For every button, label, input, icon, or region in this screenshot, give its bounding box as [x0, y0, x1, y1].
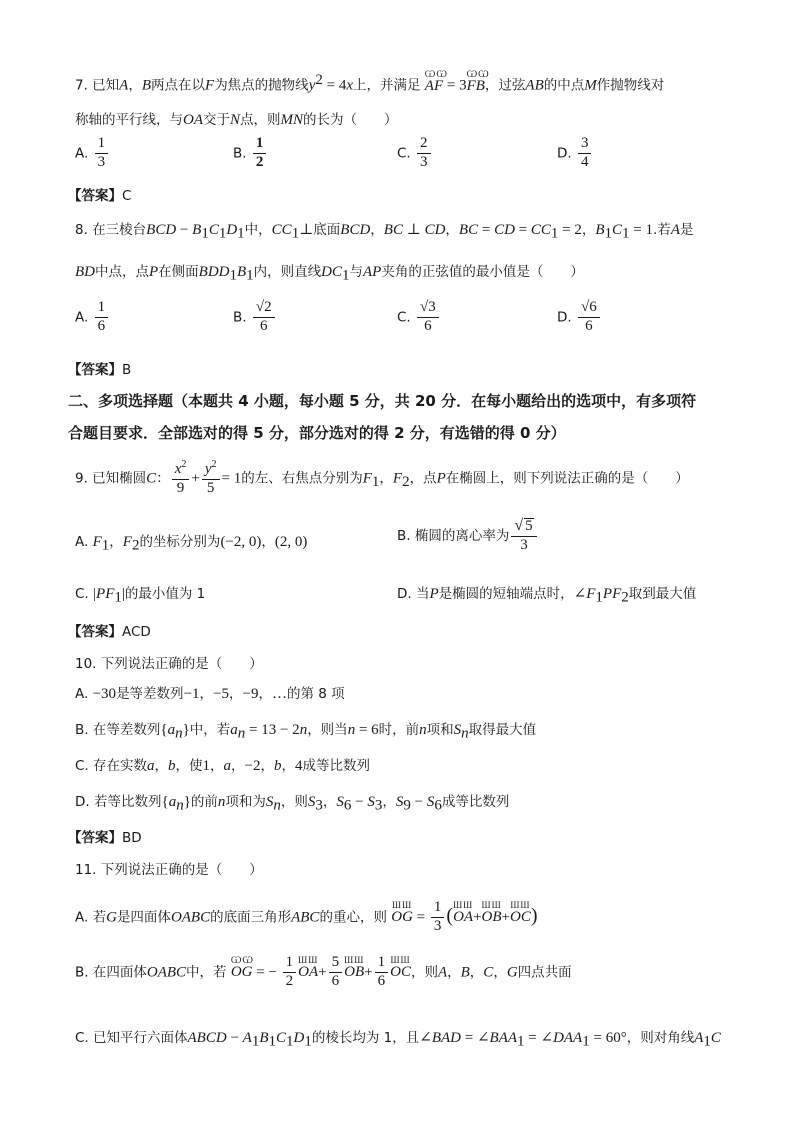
q10-text: ，则当: [307, 722, 348, 738]
q10-text: ，则: [280, 794, 308, 810]
q8-option-a: [75, 300, 110, 335]
option-label: A.: [75, 309, 89, 326]
q7-text: 的中点: [543, 77, 585, 94]
q8-text: 底面: [313, 222, 341, 238]
option-label: A.: [75, 534, 89, 550]
q7-line1: 7. 已知A，B两点在以F为焦点的抛物线$y^2 = 4x$上，并满足 ѠѠ AF = 3 ѠѠ FB，过弦AB的中点M作抛物线对: [75, 68, 665, 94]
option-label: B.: [233, 309, 247, 326]
q11-text: C. 已知平行六面体: [75, 1030, 188, 1046]
frac-num: √3: [417, 300, 439, 318]
q9-text: 的坐标分别为: [139, 534, 221, 550]
vector-ob: ШШ OB: [344, 955, 365, 981]
frac-num: 1: [95, 300, 109, 318]
q9-option-a: A. $F_1$，$F_2$的坐标分别为(−2, 0)，(2, 0): [75, 534, 308, 554]
option-label: C.: [75, 586, 89, 602]
q8-text: 是: [679, 222, 694, 238]
q11-text: 的棱长均为 1，且: [311, 1030, 420, 1046]
q7-text: 交于: [203, 112, 230, 128]
q8-text: 内，则直线: [253, 264, 322, 280]
option-label: C.: [397, 145, 411, 162]
q10-option-b: B. 在等差数列$\{a_n\}$中，若$a_n = 13 - 2n$，则当n = 6时，前n项和$S_n$取得最大值: [75, 722, 537, 742]
q8-text: 在侧面: [158, 264, 199, 280]
q10-text: D. 若等比数列: [75, 794, 162, 810]
q11-option-a: A. 若G是四面体OABC的底面三角形ABC的重心，则 ШШ OG = $\frac{1}{3}$ ( ШШ OA+ ШШ OB+ ШШ OC): [75, 899, 538, 934]
vector-ob: ШШ OB: [481, 900, 502, 926]
q7-answer: [68, 184, 131, 204]
q8-text: ，: [370, 222, 384, 238]
q9-option-b: B. 椭圆的离心率为 $\frac{√ 5}{3}$: [397, 518, 539, 554]
q7-option-a: [75, 136, 110, 171]
q11-text: ，则: [410, 964, 438, 981]
q9-text: D. 当: [397, 586, 430, 602]
q7-line2: 称轴的平行线，与OA交于N点，则MN的长为（ ）: [75, 112, 398, 128]
q10-text: B. 在等差数列: [75, 722, 161, 738]
answer-value: BD: [122, 830, 142, 846]
q9-answer: [68, 620, 151, 640]
vector-og: ШШ OG: [391, 900, 413, 926]
q10-text: 是等差数列: [116, 686, 184, 702]
q10-text: 项和: [426, 722, 454, 738]
q11-text: 是四面体: [116, 909, 171, 926]
frac-den: 6: [259, 317, 268, 334]
option-label: D.: [557, 309, 572, 326]
frac-num: 2: [417, 136, 431, 154]
answer-value: C: [122, 188, 132, 204]
q8-text: 8. 在三棱台: [75, 222, 147, 238]
frac-den: 4: [580, 153, 589, 170]
option-label: B.: [233, 145, 247, 162]
frac-num: 3: [578, 136, 592, 154]
q7-option-d: [557, 136, 593, 171]
q10-text: ，使: [175, 758, 203, 774]
q8-option-d: [557, 300, 602, 335]
q11-text: 的重心，则: [319, 909, 387, 926]
answer-key-label: 【答案】: [68, 624, 122, 640]
vector-oa: ШШ OA: [298, 955, 319, 981]
q7-text: 作抛物线对: [596, 77, 665, 94]
q8-text: 夹角的正弦值的最小值是（ ）: [381, 264, 584, 280]
frac-num: 1: [95, 136, 109, 154]
q8-line2: BD中点，点P在侧面$BDD_1B_1$内，则直线$DC_1$与AP夹角的正弦值的最小值是（ ）: [75, 264, 584, 284]
q7-text: 点，则: [240, 112, 281, 128]
answer-value: B: [122, 362, 132, 378]
section-heading: 二、多项选择题（本题共 4 小题，每小题 5 分，共 20 分．在每小题给出的选项中，有多项符: [68, 392, 697, 410]
q7-text: 两点在以: [151, 77, 206, 94]
q8-text: 与: [349, 264, 364, 280]
q10-option-a: A. −30是等差数列−1，−5，−9，…的第 8 项: [75, 686, 345, 702]
q11-text: 四点共面: [517, 964, 572, 981]
frac-num: √6: [578, 300, 600, 318]
q10-text: 的前: [190, 794, 218, 810]
option-label: C.: [397, 309, 411, 326]
q9-text: 的左、右焦点分别为: [241, 470, 363, 487]
q10-text: 时，前: [378, 722, 420, 738]
q11-text: 的底面三角形: [210, 909, 292, 926]
vector-oa: ШШ OA: [453, 900, 474, 926]
vector-oc: ШШ OC: [510, 900, 531, 926]
q9-option-d: D. 当P是椭圆的短轴端点时，$\angle F_1PF_2$取到最大值: [397, 586, 697, 606]
q10-option-c: C. 存在实数a，b，使1，a，−2，b，4成等比数列: [75, 758, 370, 774]
frac-den: 6: [424, 317, 432, 334]
frac-den: 6: [585, 317, 593, 334]
q10-text: 的第 8 项: [286, 686, 345, 702]
q9-option-c: C. $|PF_1|$的最小值为 1: [75, 586, 206, 606]
q10-answer: [68, 826, 142, 846]
q10-text: 成等比数列: [302, 758, 370, 774]
q7-text: 为焦点的抛物线: [214, 77, 309, 94]
q10-option-d: D. 若等比数列$\{a_n\}$的前n项和为$S_n$，则$S_3$，$S_6 - S_3$，$S_9 - S_6$成等比数列: [75, 794, 510, 814]
answer-key-label: 【答案】: [68, 188, 122, 204]
q9-line1: 9. 已知椭圆C： $\frac{x^2}{9}$ + $\frac{y^2}{5}$ = 1的左、右焦点分别为$F_1$，$F_2$，点P在椭圆上，则下列说法正确的是（ ）: [75, 459, 689, 496]
vector-oc: ШШ OC: [390, 955, 411, 981]
q10-text: 成等比数列: [441, 794, 510, 810]
q7-text: 的长为（ ）: [303, 112, 398, 128]
q11-text: A. 若: [75, 909, 107, 926]
q9-text: 9. 已知椭圆: [75, 470, 147, 487]
q11-stem: 11. 下列说法正确的是（ ）: [75, 862, 263, 878]
q10-text: C. 存在实数: [75, 758, 148, 774]
frac-den: 3: [97, 153, 106, 170]
q9-text: ，点: [409, 470, 437, 487]
q9-text: 是椭圆的短轴端点时，: [438, 586, 574, 602]
answer-value: ACD: [122, 624, 151, 640]
q10-text: 取得最大值: [468, 722, 537, 738]
q11-text: ，则对角线: [626, 1030, 695, 1046]
q11-option-c: C. 已知平行六面体ABCD − $A_1B_1C_1D_1$的棱长均为 1，且∠BAD = $\angle BAA_1$ = $\angle DAA_1 = 60^\circ$，则对角线$A_1C$: [75, 1030, 721, 1050]
vector-fb: ѠѠ FB: [466, 68, 490, 94]
q10-stem: 10. 下列说法正确的是（ ）: [75, 656, 263, 672]
q10-text: 中，若: [189, 722, 231, 738]
frac-num: √2: [253, 300, 275, 318]
q7-option-c: [397, 136, 433, 171]
q10-text: 项和为: [225, 794, 266, 810]
frac-den: 3: [420, 153, 428, 170]
q11-option-b: B. 在四面体OABC中，若 ѠѠ OG = − $\frac{1}{2}$ ШШ OA+ $\frac{5}{6}$ ШШ OB+ $\frac{1}{6}$ ШШ OC，则A，B，C，G四点共面: [75, 954, 572, 989]
frac-den: 6: [97, 317, 106, 334]
q8-answer: [68, 358, 131, 378]
q9-text: 的最小值为 1: [124, 586, 206, 602]
q8-text: .若: [653, 222, 671, 238]
q8-text: 中，: [244, 222, 272, 238]
vector-af: ѠѠ AF: [424, 68, 448, 94]
q7-text: ，过弦: [484, 77, 526, 94]
q9-text: B. 椭圆的离心率为: [397, 527, 510, 544]
q7-text: 上，并满足: [353, 77, 421, 94]
q11-text: 中，若: [186, 964, 227, 981]
frac-num: 1: [253, 136, 267, 154]
q7-option-b: [233, 136, 268, 171]
option-label: A.: [75, 145, 89, 162]
vector-og: ѠѠ OG: [230, 955, 254, 981]
option-label: D.: [557, 145, 572, 162]
q9-text: 取到最大值: [628, 586, 697, 602]
q7-text: 7. 已知: [75, 77, 120, 94]
answer-key-label: 【答案】: [68, 362, 122, 378]
section-heading-line2: 合题目要求．全部选对的得 5 分，部分选对的得 2 分，有选错的得 0 分）: [68, 424, 566, 442]
q7-text: 称轴的平行线，与: [75, 112, 183, 128]
q8-text: 中点，点: [95, 264, 149, 280]
frac-den: 2: [255, 153, 264, 170]
q8-option-c: [397, 300, 441, 335]
q8-line1: 8. 在三棱台BCD − $B_1C_1D_1$中，$CC_1\perp$底面BCD，BC ⊥ CD，BC = CD = $CC_1 = 2$，$B_1C_1 = 1$.若A是: [75, 222, 694, 242]
q8-option-b: [233, 300, 277, 335]
q11-text: B. 在四面体: [75, 964, 147, 981]
answer-key-label: 【答案】: [68, 830, 122, 846]
q9-text: 在椭圆上，则下列说法正确的是（ ）: [445, 470, 689, 487]
